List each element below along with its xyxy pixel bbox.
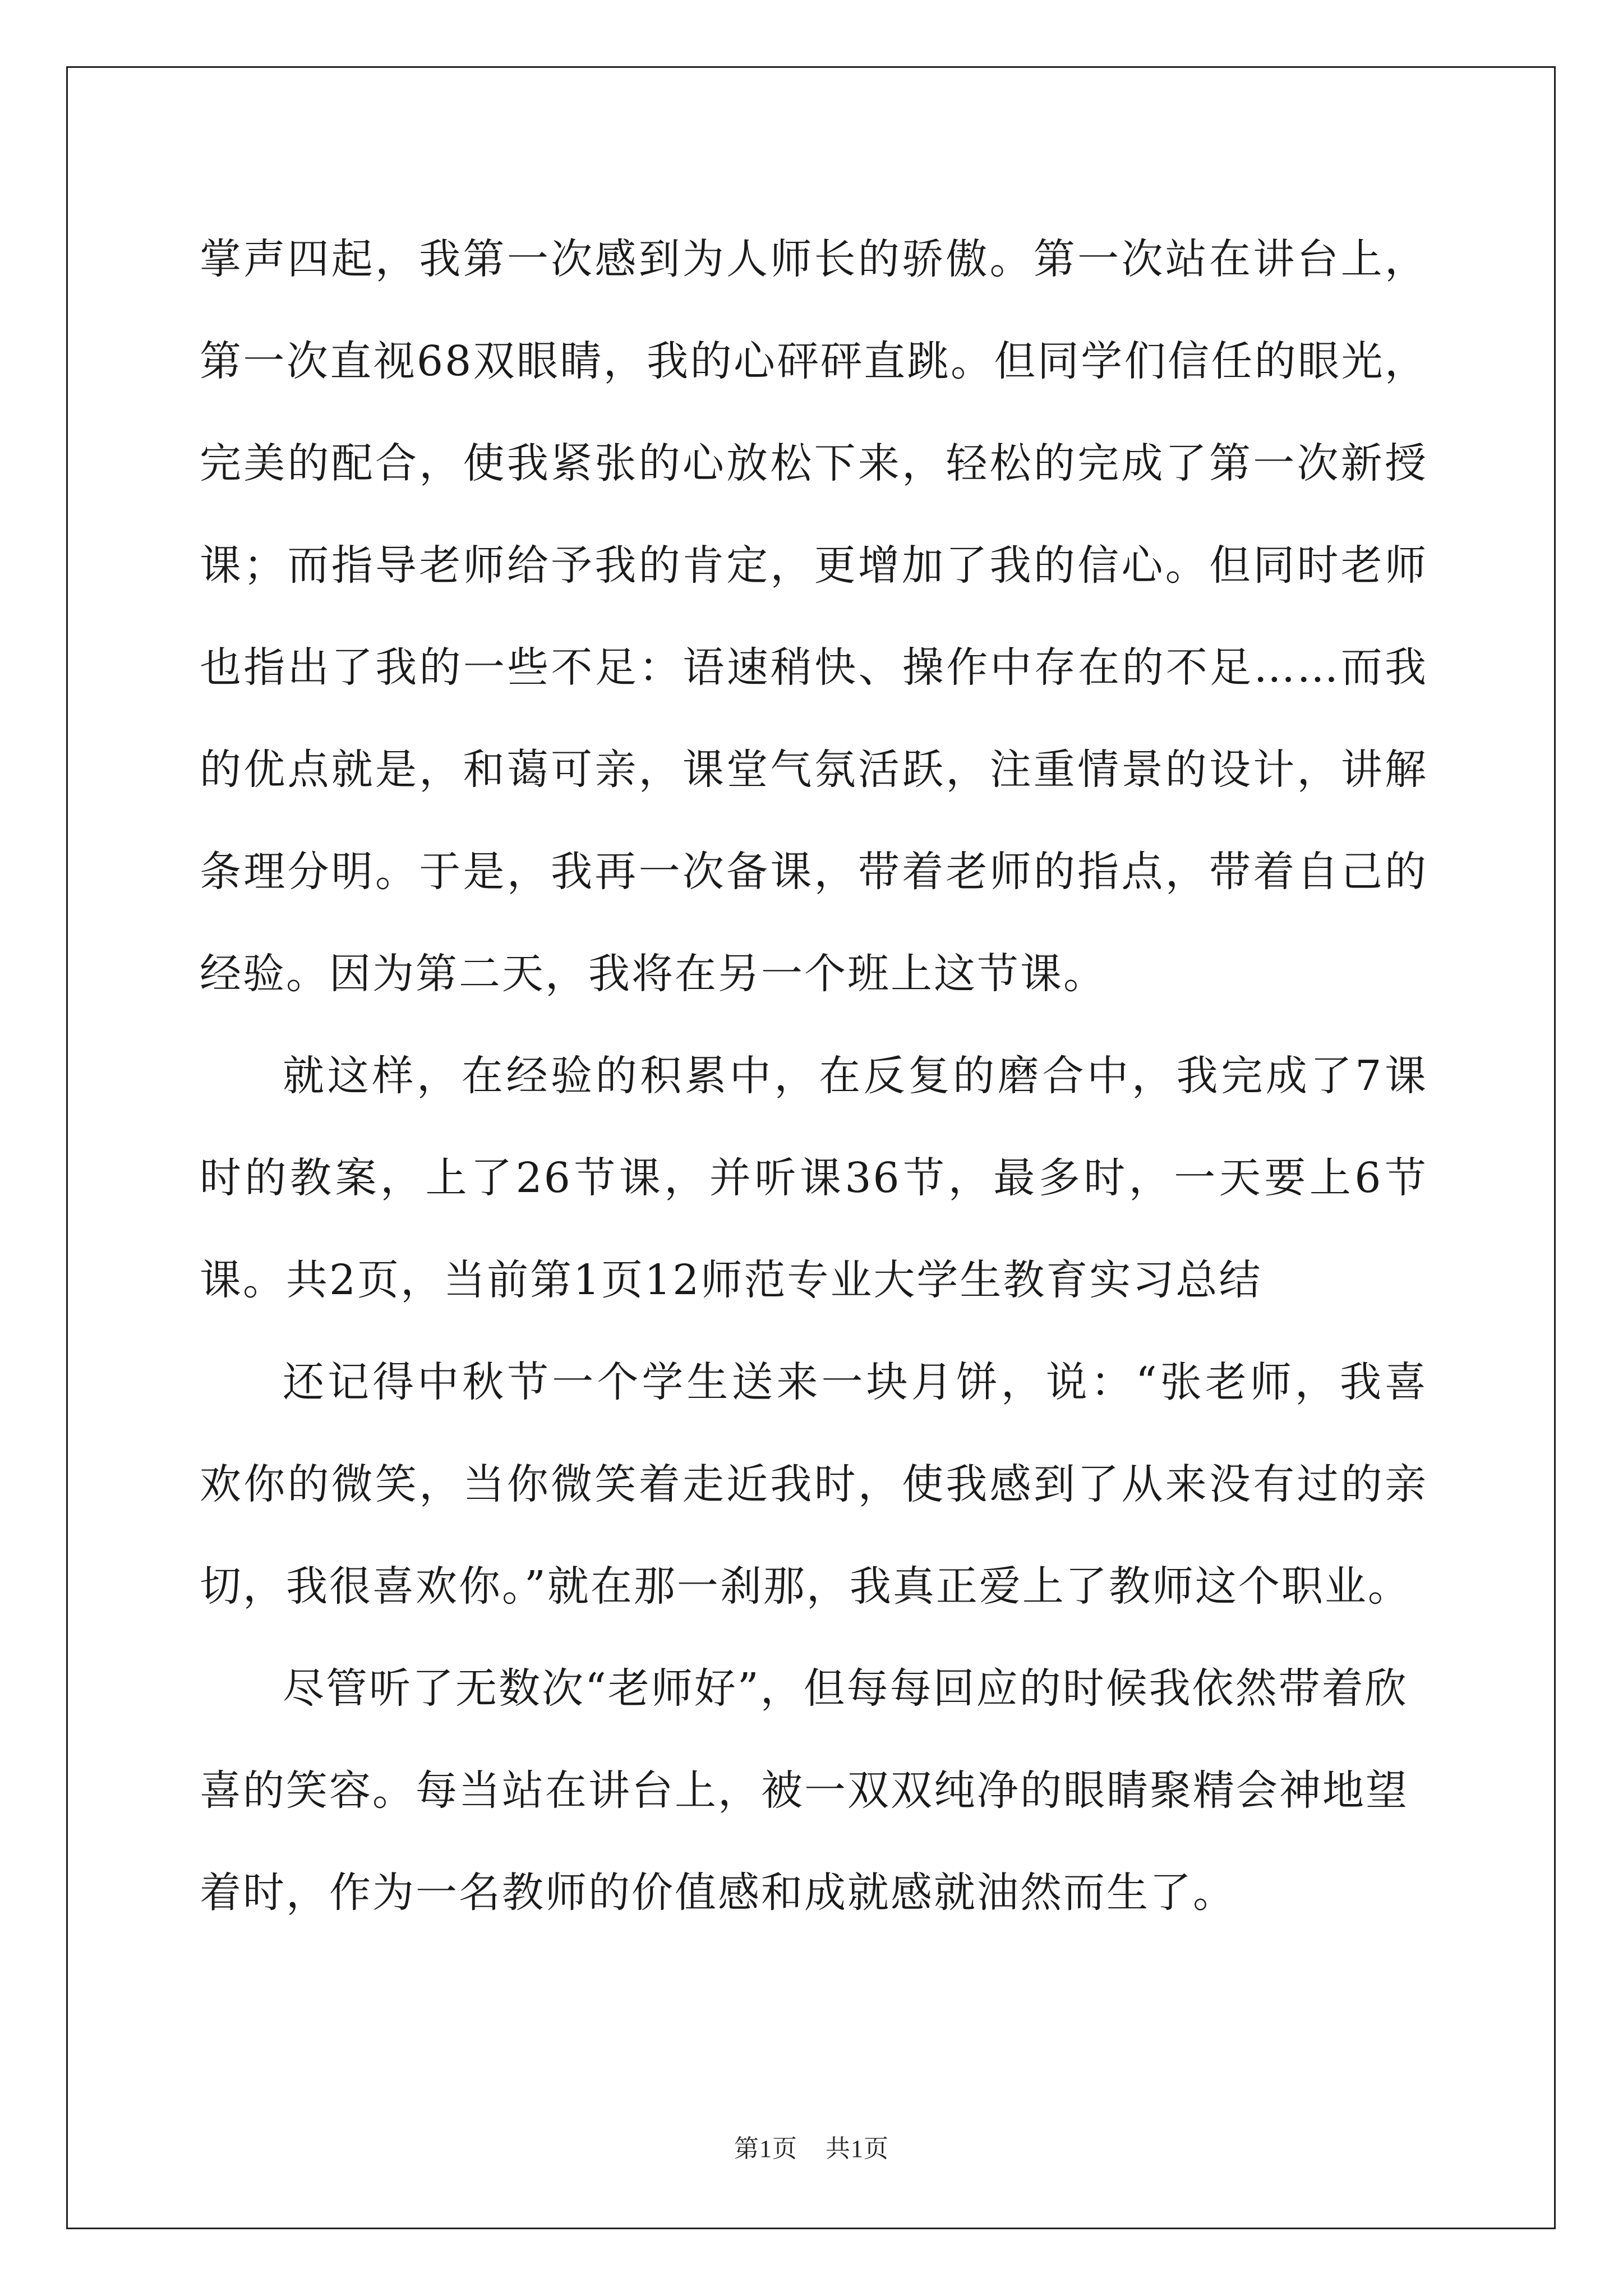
paragraph-4: 尽管听了无数次“老师好”，但每每回应的时候我依然带着欣喜的笑容。每当站在讲台上，被一双双纯净的眼睛聚精会神地望着时，作为一名教师的价值感和成就感就油然而生了。 bbox=[200, 1664, 1409, 1917]
document-body bbox=[200, 208, 1428, 1944]
paragraph-2: 就这样，在经验的积累中，在反复的磨合中，我完成了7课时的教案，上了26节课，并听课36节，最多时，一天要上6节课。共2页，当前第1页12师范专业大学生教育实习总结 bbox=[200, 1052, 1428, 1304]
page-number: 第1页 bbox=[734, 2135, 797, 2162]
paragraph-1: 掌声四起，我第一次感到为人师长的骄傲。第一次站在讲台上，第一次直视68双眼睛，我的心砰砰直跳。但同学们信任的眼光，完美的配合，使我紧张的心放松下来，轻松的完成了第一次新授课；而指导老师给予我的肯定，更增加了我的信心。但同时老师也指出了我的一些不足：语速稍快、操作中存在的不足……而我的优点就是，和蔼可亲，课堂气氛活跃，注重情景的设计，讲解条理分明。于是，我再一次备课，带着老师的指点，带着自己的经验。因为第二天，我将在另一个班上这节课。 bbox=[200, 235, 1428, 998]
paragraph-3: 还记得中秋节一个学生送来一块月饼，说：“张老师，我喜欢你的微笑，当你微笑着走近我时，使我感到了从来没有过的亲切，我很喜欢你。”就在那一刹那，我真正爱上了教师这个职业。 bbox=[200, 1358, 1428, 1611]
page-footer bbox=[0, 2128, 1623, 2164]
page-total: 共1页 bbox=[826, 2135, 889, 2162]
